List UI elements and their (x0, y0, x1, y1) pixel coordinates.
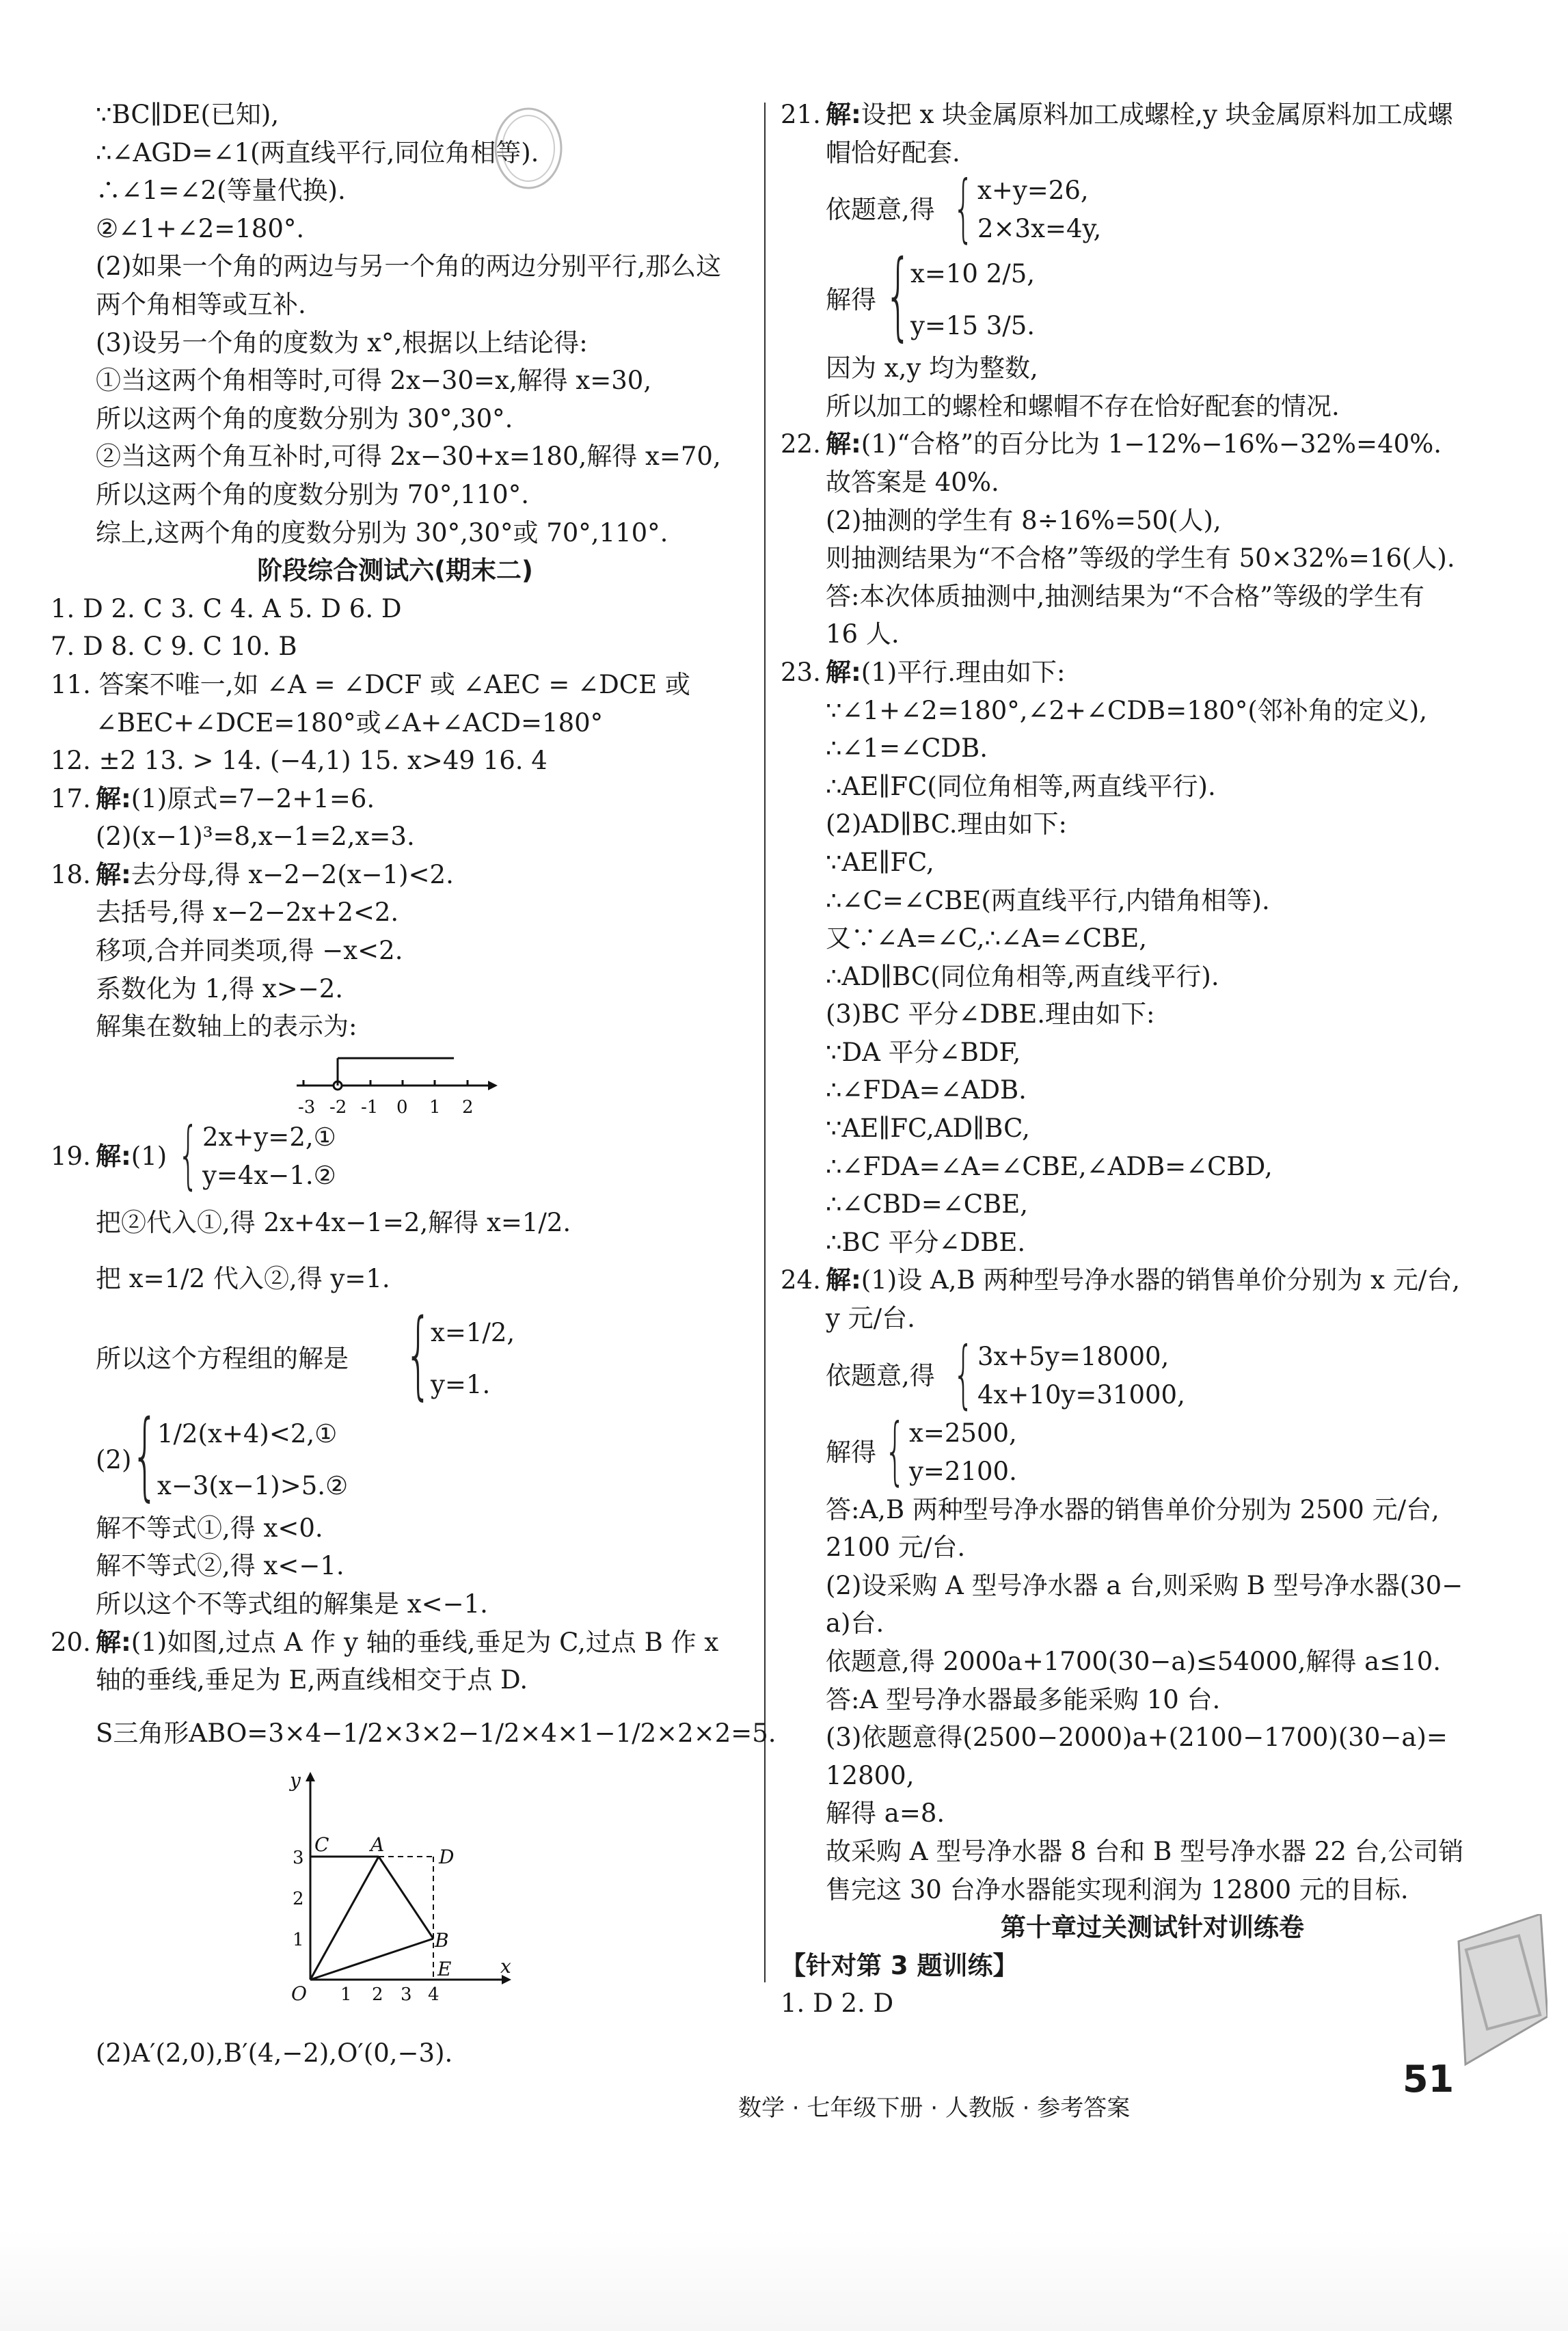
page-footer: 数学 · 七年级下册 · 人教版 · 参考答案 (738, 2094, 1131, 2122)
text-line: a)台. (826, 1608, 884, 1639)
text-line: 所以加工的螺栓和螺帽不存在恰好配套的情况. (826, 391, 1340, 421)
text-line: 所以这个方程组的解是 (96, 1343, 349, 1373)
text-line: ∴∠FDA=∠ADB. (826, 1075, 1027, 1105)
text-line: (1)设 A,B 两种型号净水器的销售单价分别为 x 元/台, (861, 1265, 1461, 1295)
text-line: 移项,合并同类项,得 −x<2. (96, 936, 403, 966)
text-line: ∴∠FDA=∠A=∠CBE,∠ADB=∠CBD, (826, 1151, 1273, 1181)
part-label: (1) (131, 1141, 167, 1171)
solution-label: 解: (826, 1265, 861, 1295)
text-line: 答:A 型号净水器最多能采购 10 台. (826, 1684, 1221, 1714)
text-line: 帽恰好配套. (826, 137, 960, 167)
text-line: 两个角相等或互补. (96, 289, 306, 319)
equation: y=15 3/5. (910, 311, 1036, 341)
solution-label: 解: (96, 1141, 131, 1171)
text-line: 2100 元/台. (826, 1533, 966, 1563)
text-line: ②∠1+∠2=180°. (96, 213, 305, 243)
point-label: A (370, 1833, 385, 1856)
tick-label: 1 (429, 1096, 441, 1118)
question-number: 24. (781, 1265, 821, 1295)
point-label: B (435, 1928, 449, 1952)
question-number: 18. (51, 859, 91, 889)
equation-system (781, 165, 1524, 252)
text-line: 依题意,得 (826, 195, 935, 225)
section-heading: 阶段综合测试六(期末二) (257, 556, 533, 586)
tick-label: 2 (293, 1888, 304, 1909)
page-number: 51 (1403, 2058, 1455, 2101)
tick-label: 3 (293, 1847, 304, 1868)
text-line: ∴∠AGD=∠1(两直线平行,同位角相等). (96, 137, 539, 167)
text-line: ∴BC 平分∠DBE. (826, 1227, 1026, 1257)
question-number: 19. (51, 1141, 91, 1171)
solution-label: 解: (826, 100, 861, 129)
text-line: ∴∠1=∠2(等量代换). (96, 176, 346, 206)
brace: { (131, 1399, 159, 1511)
tick-label: 2 (462, 1096, 474, 1118)
solution-label: 解: (96, 783, 131, 813)
subsection-heading: 【针对第 3 题训练】 (781, 1950, 1018, 1980)
brace: { (884, 1407, 906, 1494)
equation-system (51, 1111, 740, 1198)
solution-system (781, 240, 1524, 352)
equation: x+y=26, (977, 176, 1089, 206)
text-line: (2)AD∥BC.理由如下: (826, 809, 1067, 839)
tick-label: 1 (293, 1929, 304, 1950)
text-line: 依题意,得 2000a+1700(30−a)≤54000,解得 a≤10. (826, 1647, 1442, 1676)
tick-label: -1 (361, 1096, 379, 1118)
question-number: 21. (781, 100, 821, 129)
brace: { (405, 1298, 433, 1410)
number-line (51, 1046, 740, 1118)
text-line: 轴的垂线,垂足为 E,两直线相交于点 D. (96, 1665, 528, 1695)
answer-line: 1. D 2. C 3. C 4. A 5. D 6. D (51, 593, 402, 623)
text-line: 答:本次体质抽测中,抽测结果为“不合格”等级的学生有 (826, 581, 1425, 611)
coordinate-graph (51, 1768, 740, 2034)
text-line: (3)BC 平分∠DBE.理由如下: (826, 999, 1155, 1029)
solution-label: 解: (826, 657, 861, 687)
equation: x=10 2/5, (910, 259, 1036, 289)
question-number: 20. (51, 1627, 91, 1657)
text-line: ∴∠CBD=∠CBE, (826, 1189, 1028, 1220)
inequality: x−3(x−1)>5.② (157, 1470, 349, 1500)
text-line: 所以这两个角的度数分别为 30°,30°. (96, 403, 513, 433)
inequality-system (51, 1399, 740, 1511)
axis-label: y (290, 1768, 301, 1792)
text-line: ∴∠1=∠CDB. (826, 733, 988, 764)
text-line: 因为 x,y 均为整数, (826, 353, 1038, 383)
equation: x=2500, (909, 1418, 1017, 1448)
equation: y=1. (431, 1369, 491, 1399)
answer-line: 7. D 8. C 9. C 10. B (51, 632, 297, 662)
text-line: 又∵∠A=∠C,∴∠A=∠CBE, (826, 924, 1148, 954)
answer-line: 11. 答案不唯一,如 ∠A = ∠DCF 或 ∠AEC = ∠DCE 或 (51, 669, 690, 699)
corner-stamp (1445, 1914, 1547, 2078)
equation-system (781, 1331, 1524, 1417)
text-line: (3)依题意得(2500−2000)a+(2100−1700)(30−a)= (826, 1723, 1448, 1753)
text-line: 综上,这两个角的度数分别为 30°,30°或 70°,110°. (96, 517, 668, 548)
axis-label: x (500, 1954, 511, 1978)
text-line: ∴AE∥FC(同位角相等,两直线平行). (826, 771, 1216, 801)
solution-label: 解: (96, 859, 131, 889)
tick-label: -3 (298, 1096, 316, 1118)
text-line: 解不等式①,得 x<0. (96, 1513, 323, 1543)
text-line: ∴∠C=∠CBE(两直线平行,内错角相等). (826, 885, 1270, 915)
equation: 2x+y=2,① (202, 1122, 336, 1152)
text-line: 系数化为 1,得 x>−2. (96, 973, 343, 1003)
text-line: 解不等式②,得 x<−1. (96, 1551, 344, 1581)
text-line: 解得 a=8. (826, 1798, 945, 1829)
right-column (781, 96, 1524, 2023)
text-line: 售完这 30 台净水器能实现利润为 12800 元的目标. (826, 1874, 1409, 1904)
section-heading: 第十章过关测试针对训练卷 (1001, 1913, 1304, 1943)
text-line: 解得 (826, 1437, 876, 1467)
point-label: C (314, 1833, 329, 1856)
tick-label: 2 (372, 1984, 383, 2005)
answer-line: ∠BEC+∠DCE=180°或∠A+∠ACD=180° (96, 708, 604, 738)
question-number: 17. (51, 783, 91, 813)
text-line: 答:A,B 两种型号净水器的销售单价分别为 2500 元/台, (826, 1494, 1439, 1524)
text-line: 解集在数轴上的表示为: (96, 1012, 357, 1042)
question-number: 23. (781, 657, 821, 687)
text-line: ∵BC∥DE(已知), (96, 100, 280, 129)
text-line: 把 x=1/2 代入②,得 y=1. (96, 1263, 390, 1293)
equation-system (51, 1298, 740, 1410)
answer-line: 1. D 2. D (781, 1989, 894, 2019)
equation: 4x+10y=31000, (977, 1379, 1185, 1410)
brace: { (953, 1331, 974, 1417)
brace: { (953, 165, 974, 252)
solution-label: 解: (96, 1627, 131, 1657)
answer-line: 12. ±2 13. > 14. (−4,1) 15. x>49 16. 4 (51, 746, 548, 776)
point-label: E (437, 1957, 452, 1980)
tick-label: 1 (340, 1984, 352, 2005)
text-line: (2)(x−1)³=8,x−1=2,x=3. (96, 822, 415, 852)
text-line: ①当这两个角相等时,可得 2x−30=x,解得 x=30, (96, 366, 652, 396)
tick-label: 0 (396, 1096, 408, 1118)
text-line: 所以这个不等式组的解集是 x<−1. (96, 1589, 488, 1619)
text-line: 则抽测结果为“不合格”等级的学生有 50×32%=16(人). (826, 543, 1455, 574)
brace: { (178, 1111, 199, 1198)
text-line: (3)设另一个角的度数为 x°,根据以上结论得: (96, 327, 588, 358)
equation: x=1/2, (431, 1317, 515, 1347)
point-label: O (291, 1982, 307, 2005)
text-line: (2)A′(2,0),B′(4,−2),O′(0,−3). (96, 2038, 453, 2068)
left-column (51, 96, 776, 2072)
part-label: (2) (96, 1444, 132, 1474)
tick-label: -2 (329, 1096, 347, 1118)
text-line: y 元/台. (826, 1304, 915, 1334)
text-line: 依题意,得 (826, 1360, 935, 1390)
text-line: (1)如图,过点 A 作 y 轴的垂线,垂足为 C,过点 B 作 x (131, 1627, 719, 1657)
equation: y=4x−1.② (202, 1160, 336, 1190)
tick-label: 4 (428, 1984, 440, 2005)
equation: y=2100. (909, 1456, 1017, 1486)
formula-line: S三角形ABO=3×4−1/2×3×2−1/2×4×1−1/2×2×2=5. (96, 1718, 776, 1748)
text-line: ∴AD∥BC(同位角相等,两直线平行). (826, 961, 1219, 991)
text-line: 12800, (826, 1760, 915, 1790)
text-line: (1)平行.理由如下: (861, 657, 1066, 687)
text-line: 去分母,得 x−2−2(x−1)<2. (131, 859, 454, 889)
text-line: 去括号,得 x−2−2x+2<2. (96, 898, 399, 928)
text-line: (1)“合格”的百分比为 1−12%−16%−32%=40%. (861, 429, 1442, 459)
text-line: (2)如果一个角的两边与另一个角的两边分别平行,那么这 (96, 252, 722, 282)
text-line: ∵AE∥FC,AD∥BC, (826, 1114, 1030, 1144)
text-line: 16 人. (826, 619, 900, 649)
text-line: ②当这两个角互补时,可得 2x−30+x=180,解得 x=70, (96, 442, 721, 472)
text-line: 故答案是 40%. (826, 467, 999, 497)
inequality: 1/2(x+4)<2,① (157, 1418, 338, 1449)
solution-system (781, 1407, 1524, 1494)
text-line: 故采购 A 型号净水器 8 台和 B 型号净水器 22 台,公司销 (826, 1836, 1464, 1866)
text-line: 把②代入①,得 2x+4x−1=2,解得 x=1/2. (96, 1207, 571, 1237)
bottom-margin (0, 2228, 1568, 2331)
text-line: ∵AE∥FC, (826, 847, 934, 877)
solution-label: 解: (826, 429, 861, 459)
text-line: ∵∠1+∠2=180°,∠2+∠CDB=180°(邻补角的定义), (826, 695, 1427, 725)
point-label: D (439, 1845, 455, 1868)
question-number: 22. (781, 429, 821, 459)
text-line: (1)原式=7−2+1=6. (131, 783, 375, 813)
text-line: 设把 x 块金属原料加工成螺栓,y 块金属原料加工成螺 (861, 100, 1453, 129)
brace: { (884, 240, 913, 352)
text-line: (2)设采购 A 型号净水器 a 台,则采购 B 型号净水器(30− (826, 1570, 1463, 1600)
text-line: 所以这两个角的度数分别为 70°,110°. (96, 479, 529, 509)
text-line: 解得 (826, 285, 876, 315)
equation: 2×3x=4y, (977, 214, 1102, 244)
tick-label: 3 (401, 1984, 412, 2005)
text-line: ∵DA 平分∠BDF, (826, 1037, 1021, 1067)
equation: 3x+5y=18000, (977, 1341, 1170, 1371)
text-line: (2)抽测的学生有 8÷16%=50(人), (826, 505, 1221, 535)
